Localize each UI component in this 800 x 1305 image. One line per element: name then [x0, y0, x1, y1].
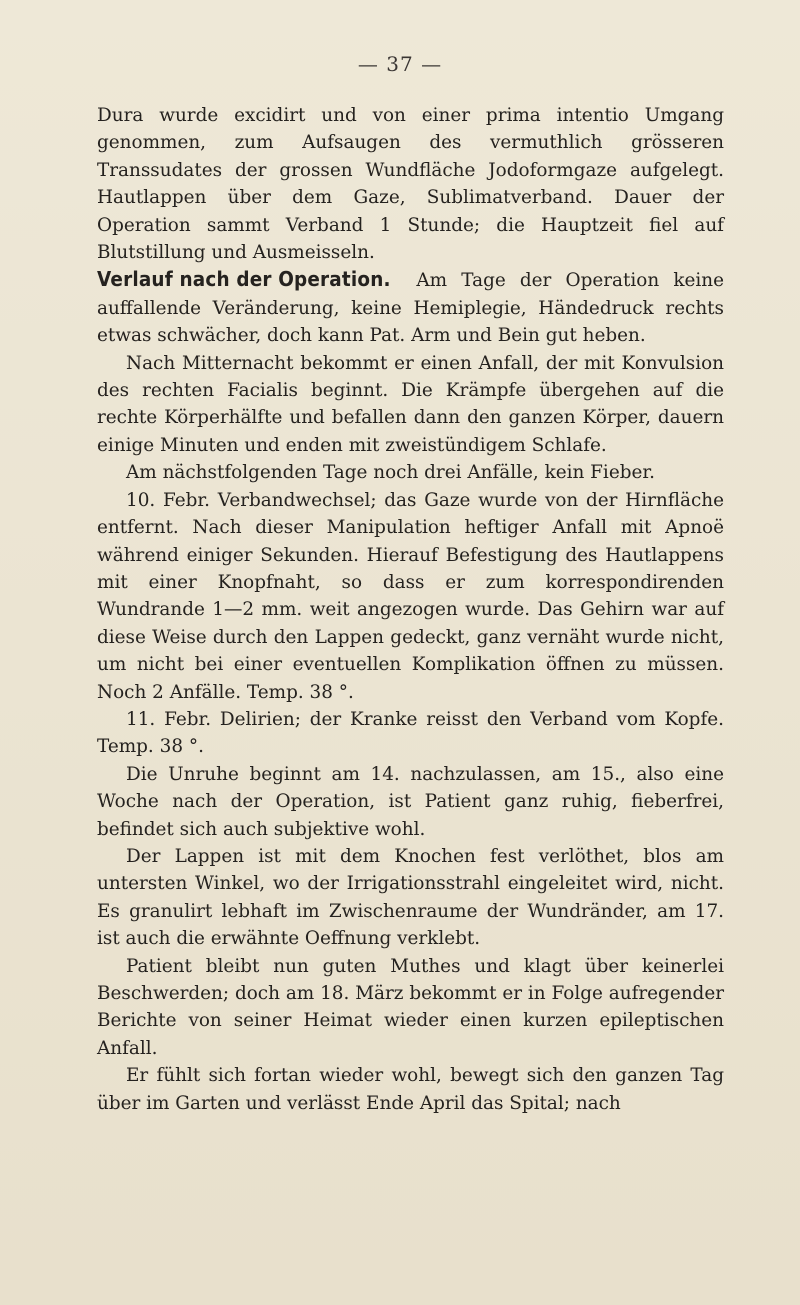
paragraph-text: Am Tage der Operation keine auffallende Veränderung, keine Hemiplegie, Händedruck rechts etwas schwächer, doch kann Pat. Arm und Bein gut heben.	[97, 270, 724, 347]
paragraph-wound-healing: Der Lappen ist mit dem Knochen fest verlöthet, blos am untersten Winkel, wo der Irrigationsstrahl eingeleitet wird, nicht. Es granulirt lebhaft im Zwischenraume der Wundränder, am 17. ist auch die erwähnte Oeffnung verklebt.	[97, 845, 724, 950]
paragraph-course-after-operation	[97, 266, 724, 349]
body-text	[97, 102, 724, 1117]
paragraph-feb-11: 11. Febr. Delirien; der Kranke reisst den Verband vom Kopfe. Temp. 38 °.	[97, 708, 724, 758]
paragraph-operation-details: Dura wurde excidirt und von einer prima intentio Umgang genommen, zum Aufsaugen des vermuthlich grösseren Transsudates der grossen Wundfläche Jodoformgaze aufgelegt. Hautlappen über dem Gaze, Sublimatverband. Dauer der Operation sammt Verband 1 Stunde; die Hauptzeit fiel auf Blutstillung und Ausmeisseln.	[97, 105, 724, 264]
section-heading: Verlauf nach der Operation.	[97, 267, 391, 292]
paragraph-recovery: Die Unruhe beginnt am 14. nachzulassen, am 15., also eine Woche nach der Operation, ist Patient ganz ruhig, fieberfrei, befindet sich auch subjektive wohl.	[97, 763, 724, 840]
page-number: — 37 —	[357, 52, 443, 76]
paragraph-first-seizure: Nach Mitternacht bekommt er einen Anfall, der mit Konvulsion des rechten Facialis beginnt. Die Krämpfe übergehen auf die rechte Körperhälfte und befallen dann den ganzen Körper, dauern einige Minuten und enden mit zweistündigem Schlafe.	[97, 352, 724, 456]
paragraph-discharge: Er fühlt sich fortan wieder wohl, bewegt sich den ganzen Tag über im Garten und verlässt Ende April das Spital; nach	[97, 1065, 724, 1114]
paragraph-next-day: Am nächstfolgenden Tage noch drei Anfälle, kein Fieber.	[126, 462, 655, 484]
paragraph-feb-10: 10. Febr. Verbandwechsel; das Gaze wurde von der Hirnfläche entfernt. Nach dieser Manipulation heftiger Anfall mit Apnoë während einiger Sekunden. Hierauf Befestigung des Hautlappens mit einer Knopfnaht, so dass er zum korrespondirenden Wundrande 1—2 mm. weit angezogen wurde. Das Gehirn war auf diese Weise durch den Lappen gedeckt, ganz vernäht wurde nicht, um nicht bei einer eventuellen Komplikation öffnen zu müssen. Noch 2 Anfälle. Temp. 38 °.	[97, 489, 724, 703]
paragraph-march-seizure: Patient bleibt nun guten Muthes und klagt über keinerlei Beschwerden; doch am 18. März bekommt er in Folge aufregender Berichte von seiner Heimat wieder einen kurzen epileptischen Anfall.	[97, 955, 724, 1059]
